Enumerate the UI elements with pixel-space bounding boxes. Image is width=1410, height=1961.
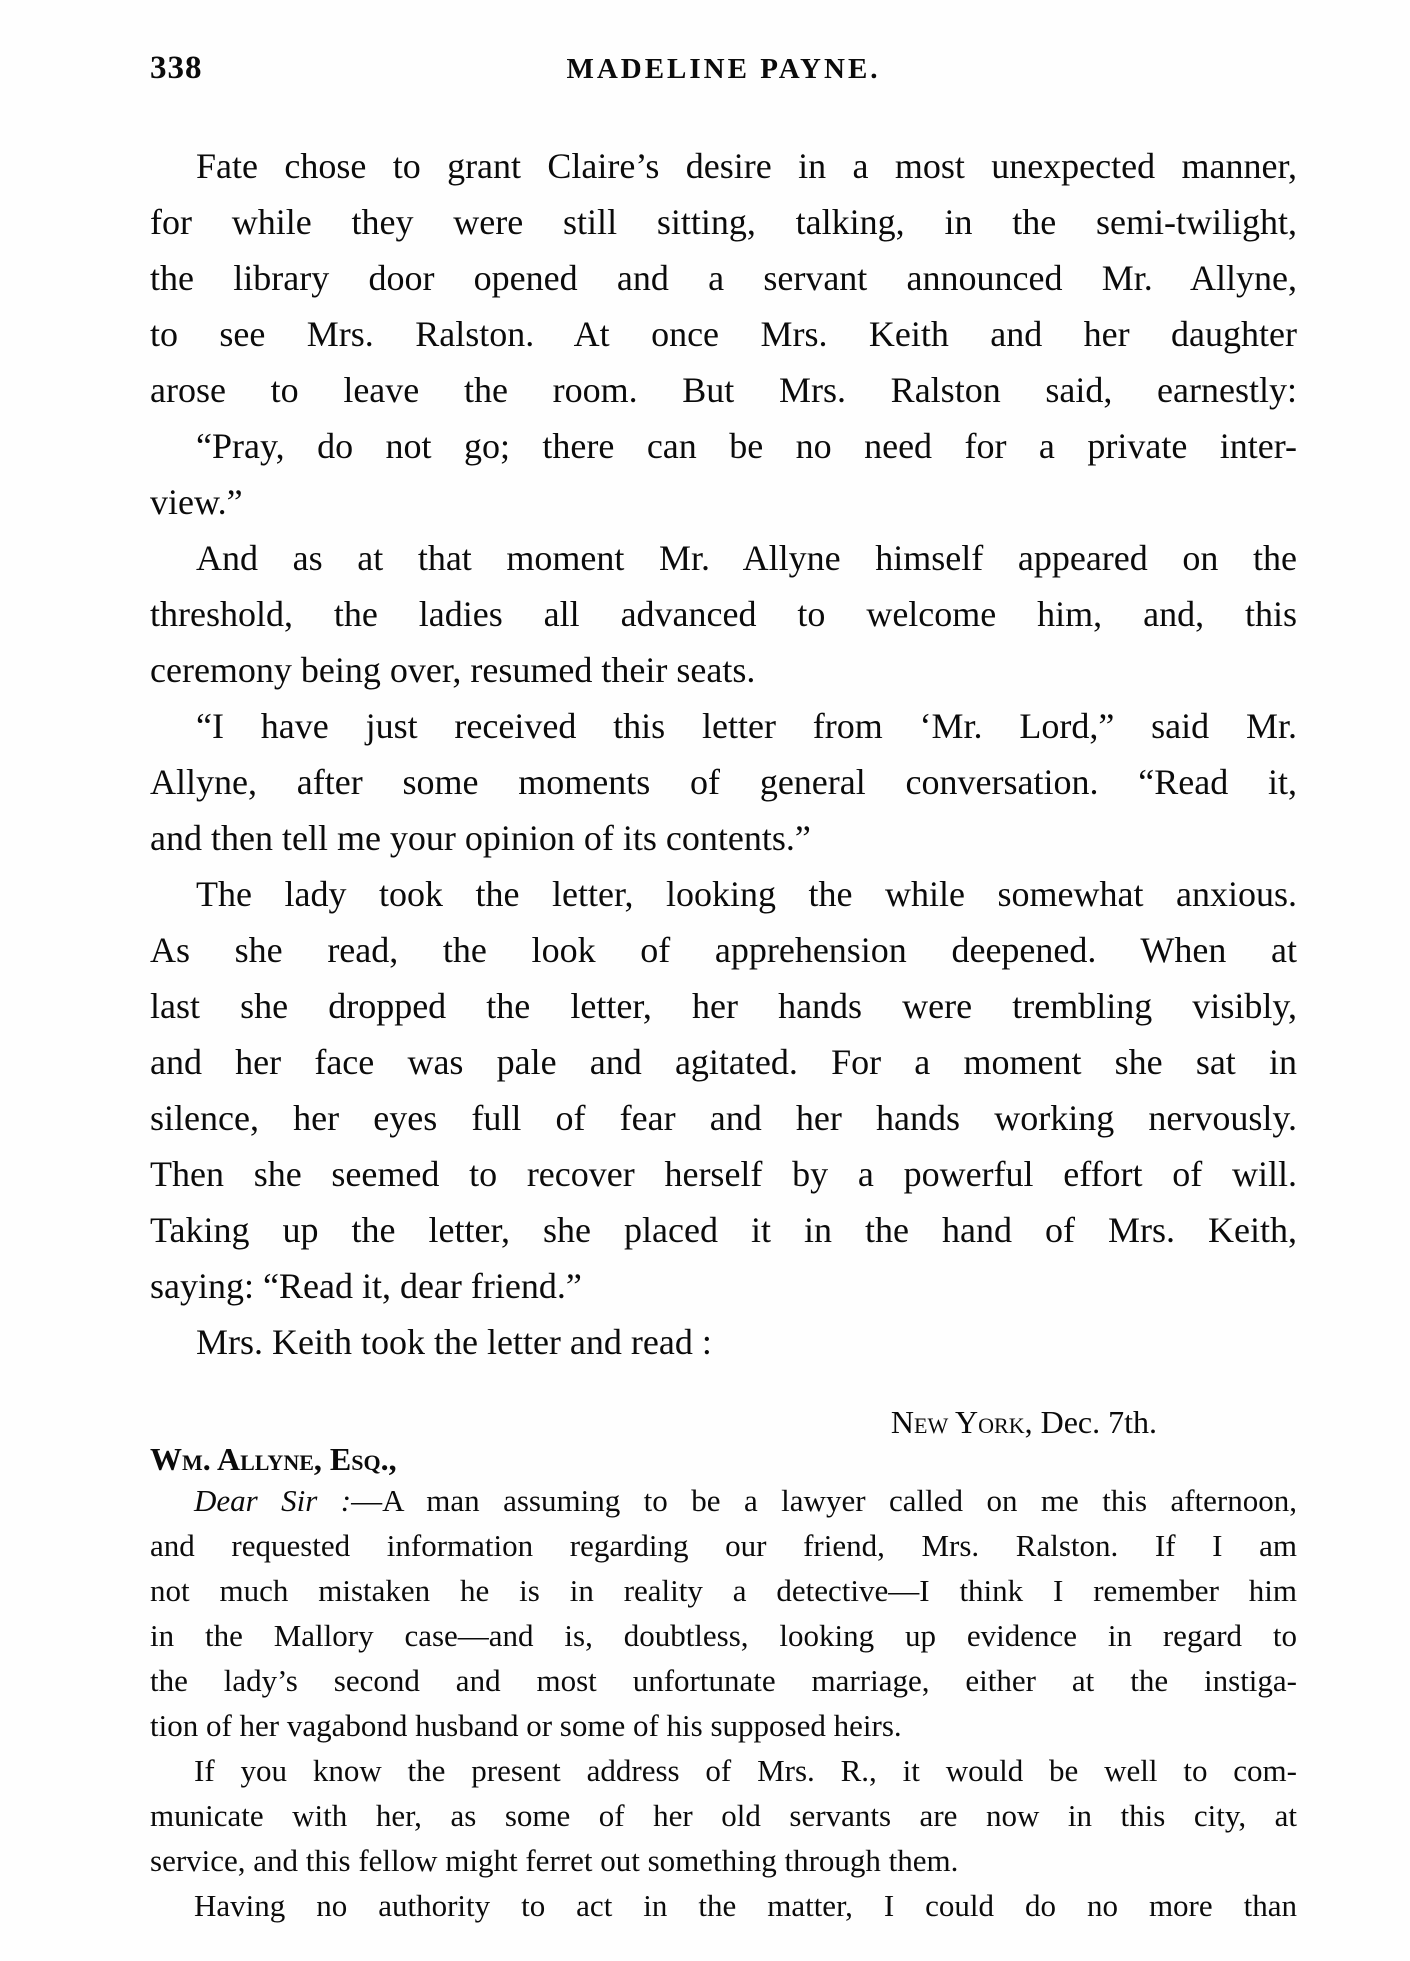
body-line: Mrs. Keith took the letter and read : (196, 1322, 712, 1362)
letter-salutation: Wm. Allyne, Esq., (150, 1441, 397, 1477)
body-line: “I have just received this letter from ‘Mr. Lord,” said Mr. (196, 706, 1297, 746)
letter-line: municate with her, as some of her old servants are now in this city, at (150, 1798, 1297, 1833)
body-line: for while they were still sitting, talking, in the semi-twilight, (150, 202, 1297, 242)
letter-opening-text: —A man assuming to be a lawyer called on me this afternoon, (351, 1483, 1298, 1518)
body-line: Taking up the letter, she placed it in the hand of Mrs. Keith, (150, 1210, 1297, 1250)
letter-line: and requested information regarding our friend, Mrs. Ralston. If I am (150, 1528, 1297, 1563)
body-line: and then tell me your opinion of its contents.” (150, 818, 811, 858)
letter-dateline-date: Dec. 7th. (1032, 1404, 1157, 1440)
letter-line: service, and this fellow might ferret out something through them. (150, 1843, 959, 1878)
body-line: view.” (150, 482, 243, 522)
letter-line: If you know the present address of Mrs. R., it would be well to com- (194, 1753, 1297, 1788)
body-line: The lady took the letter, looking the while somewhat anxious. (196, 874, 1297, 914)
body-line: to see Mrs. Ralston. At once Mrs. Keith and her daughter (150, 314, 1297, 354)
body-line: And as at that moment Mr. Allyne himself appeared on the (196, 538, 1297, 578)
body-line: arose to leave the room. But Mrs. Ralston said, earnestly: (150, 370, 1297, 410)
body-line: ceremony being over, resumed their seats. (150, 650, 756, 690)
body-line: silence, her eyes full of fear and her hands working nervously. (150, 1098, 1297, 1138)
body-line: the library door opened and a servant announced Mr. Allyne, (150, 258, 1297, 298)
body-line: Then she seemed to recover herself by a powerful effort of will. (150, 1154, 1297, 1194)
body-line: “Pray, do not go; there can be no need for a private inter- (196, 426, 1297, 466)
letter-opening-salutation: Dear Sir : (194, 1483, 352, 1518)
page-number: 338 (150, 50, 203, 86)
letter-block (150, 1404, 1297, 1928)
letter-dateline-place: New York, (890, 1404, 1033, 1440)
body-line: threshold, the ladies all advanced to welcome him, and, this (150, 594, 1297, 634)
page-header (150, 50, 1297, 98)
body-line: As she read, the look of apprehension deepened. When at (150, 930, 1297, 970)
letter-line: not much mistaken he is in reality a detective—I think I remember him (150, 1573, 1297, 1608)
running-title: MADELINE PAYNE. (566, 53, 881, 85)
page-content (150, 138, 1297, 1928)
letter-dateline (150, 1404, 1297, 1440)
letter-line: the lady’s second and most unfortunate marriage, either at the instiga- (150, 1663, 1297, 1698)
letter-line (150, 1478, 1297, 1523)
body-line: saying: “Read it, dear friend.” (150, 1266, 582, 1306)
letter-line: Having no authority to act in the matter, I could do no more than (194, 1888, 1297, 1923)
body-line: and her face was pale and agitated. For a moment she sat in (150, 1042, 1297, 1082)
letter-line: in the Mallory case—and is, doubtless, looking up evidence in regard to (150, 1618, 1297, 1653)
body-line: Fate chose to grant Claire’s desire in a most unexpected manner, (196, 146, 1297, 186)
body-line: last she dropped the letter, her hands were trembling visibly, (150, 986, 1297, 1026)
letter-line: tion of her vagabond husband or some of his supposed heirs. (150, 1708, 902, 1743)
body-line: Allyne, after some moments of general conversation. “Read it, (150, 762, 1297, 802)
